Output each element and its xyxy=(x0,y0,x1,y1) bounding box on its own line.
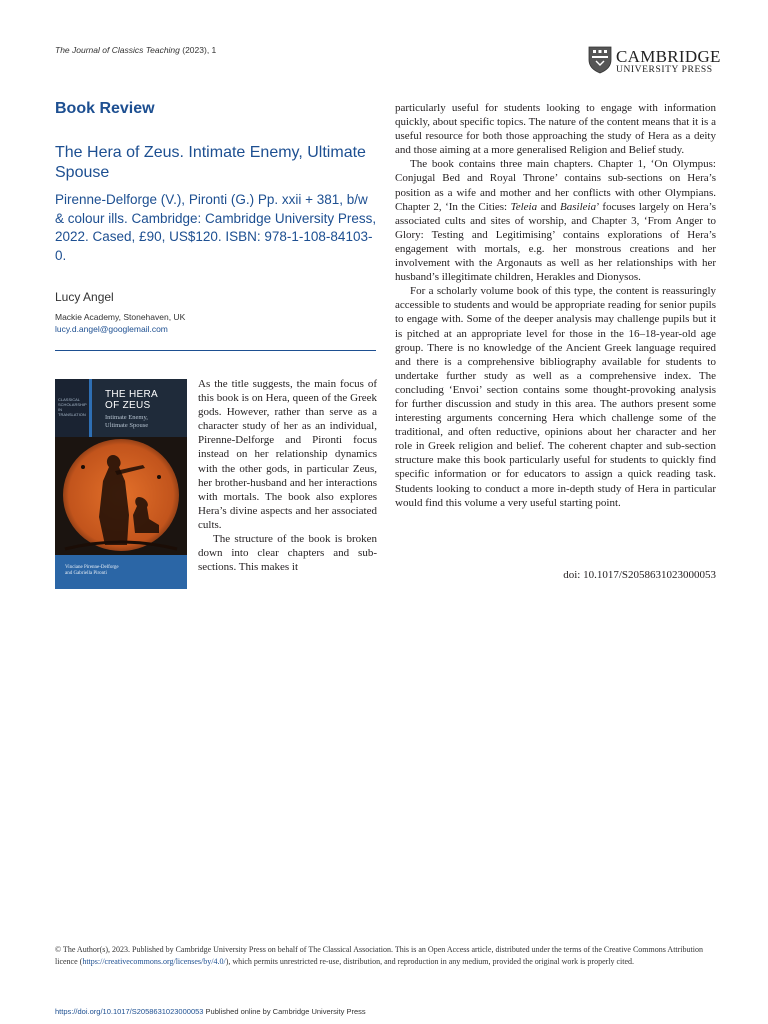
body-column-right xyxy=(395,101,716,510)
paragraph: For a scholarly volume book of this type, the content is reassuringly accessible to students and would be appropriate reading for senior pupils to engage with. Some of the deeper analysis may challenge pupils but it is pitched at an appropriate level for those in the 16–18-year-old age group. There is no knowledge of the Ancient Greek language required and there is a comprehensive bibliography available for students to undertake further study as well as a comprehensive index. The concluding ‘Envoi’ section contains some thought-provoking analysis for further discussion and study in this area. The authors present some interesting arguments concerning Hera which challenge some of the traditional, and often reductive, opinions about her character and her role in Greek religion and belief. The coherent chapter and sub-section structure make this book particularly useful for students to quickly find specific information or for educators to assign a quick reading task. Students looking to conduct a more in-depth study of Hera in particular would find this volume a very useful starting point. xyxy=(395,285,716,509)
paragraph xyxy=(395,157,716,284)
author-name: Lucy Angel xyxy=(55,290,114,304)
cover-author-line2: and Gabriella Pironti xyxy=(65,571,107,576)
cover-subtitle-line2: Ultimate Spouse xyxy=(105,421,149,429)
publication-footer xyxy=(55,1007,366,1016)
license-text: © The Author(s), 2023. Published by Cambridge University Press on behalf of The Classical Association. This is an Open Access article, distributed under the terms of the Creative Commons Attribution licence ( xyxy=(55,945,703,966)
journal-citation xyxy=(55,45,216,55)
paragraph-text: and xyxy=(537,200,561,213)
author-affiliation: Mackie Academy, Stonehaven, UK xyxy=(55,312,186,322)
cover-author-band xyxy=(55,555,187,589)
license-text: ), which permits unrestricted re-use, distribution, and reproduction in any medium, provided the original work is properly cited. xyxy=(225,956,635,966)
cover-title xyxy=(105,389,158,411)
paragraph-text: The book contains three main chapters. Chapter 1, ‘On Olympus: Conjugal Bed and Royal Throne’ contains sub-sections on Hera’s position as a wife and mother and her conflicts with other Olympians. Chapter 2, ‘In the Cities: xyxy=(395,158,716,213)
cover-authors xyxy=(65,565,119,577)
paragraph: The structure of the book is broken down into clear chapters and sub-sections. This makes it xyxy=(198,533,377,574)
license-link[interactable]: https://creativecommons.org/licenses/by/4.0/ xyxy=(82,956,226,966)
cover-subtitle-line1: Intimate Enemy, xyxy=(105,414,148,421)
section-label: Book Review xyxy=(55,100,155,117)
book-info: Pirenne-Delforge (V.), Pironti (G.) Pp. xxii + 381, b/w & colour ills. Cambridge: Cambridge University Press, 2022. Cased, £90, US$120. ISBN: 978-1-108-84103-0. xyxy=(55,192,377,263)
article-doi: doi: 10.1017/S2058631023000053 xyxy=(563,569,716,581)
italic-term: Basileia xyxy=(560,200,597,213)
vase-painting-illustration xyxy=(55,437,187,555)
paragraph: particularly useful for students looking to engage with information quickly, about specific topics. The nature of the content means that it is a useful resource for both those approaching the study of Hera as a deity and those aiming at a more generalised Religion and Belief study. xyxy=(395,102,716,157)
shield-icon xyxy=(588,46,612,74)
journal-name: The Journal of Classics Teaching xyxy=(55,45,180,55)
cover-series-name: CLASSICAL SCHOLARSHIP IN TRANSLATION xyxy=(58,397,87,417)
cover-author-line1: Vinciane Pirenne-Delforge xyxy=(65,565,119,570)
publisher-subname: UNIVERSITY PRESS xyxy=(616,65,713,75)
book-title: The Hera of Zeus. Intimate Enemy, Ultimate Spouse xyxy=(55,144,366,181)
cover-title-line1: THE HERA xyxy=(105,389,158,400)
cambridge-logo xyxy=(588,46,721,76)
body-column-left xyxy=(198,377,377,574)
doi-link[interactable]: https://doi.org/10.1017/S2058631023000053 xyxy=(55,1007,204,1016)
title-divider xyxy=(55,350,376,351)
italic-term: Teleia xyxy=(510,200,538,213)
cover-title-line2: OF ZEUS xyxy=(105,400,151,411)
license-statement xyxy=(55,944,716,967)
cover-subtitle xyxy=(105,414,148,429)
published-online-text: Published online by Cambridge University Press xyxy=(203,1007,366,1016)
publisher-name: CAMBRIDGE xyxy=(616,47,721,66)
journal-meta: (2023), 1 xyxy=(179,45,217,55)
paragraph: As the title suggests, the main focus of this book is on Hera, queen of the Greek gods. However, rather than serve as a character study of her as an individual, Pirenne-Delforge and Pironti focus instead on her relationship dynamics with the other gods, in particular Zeus, her brother-husband and her interactions with mortals. The book also explores Hera’s divine aspects and her associated cults. xyxy=(198,378,377,531)
book-cover-image xyxy=(55,379,187,589)
paragraph-text: ’ focuses largely on Hera’s associated cults and sites of worship, and Chapter 3, ‘From Anger to Glory: Testing and Legitimising’ contains explorations of Hera’s engagement with mortals, e.g. her monstrous creations and her involvement with the Argonauts as well as her relationships with her husband’s illegitimate children, Herakles and Dionysos. xyxy=(395,200,716,284)
author-email-link[interactable]: lucy.d.angel@googlemail.com xyxy=(55,324,168,334)
